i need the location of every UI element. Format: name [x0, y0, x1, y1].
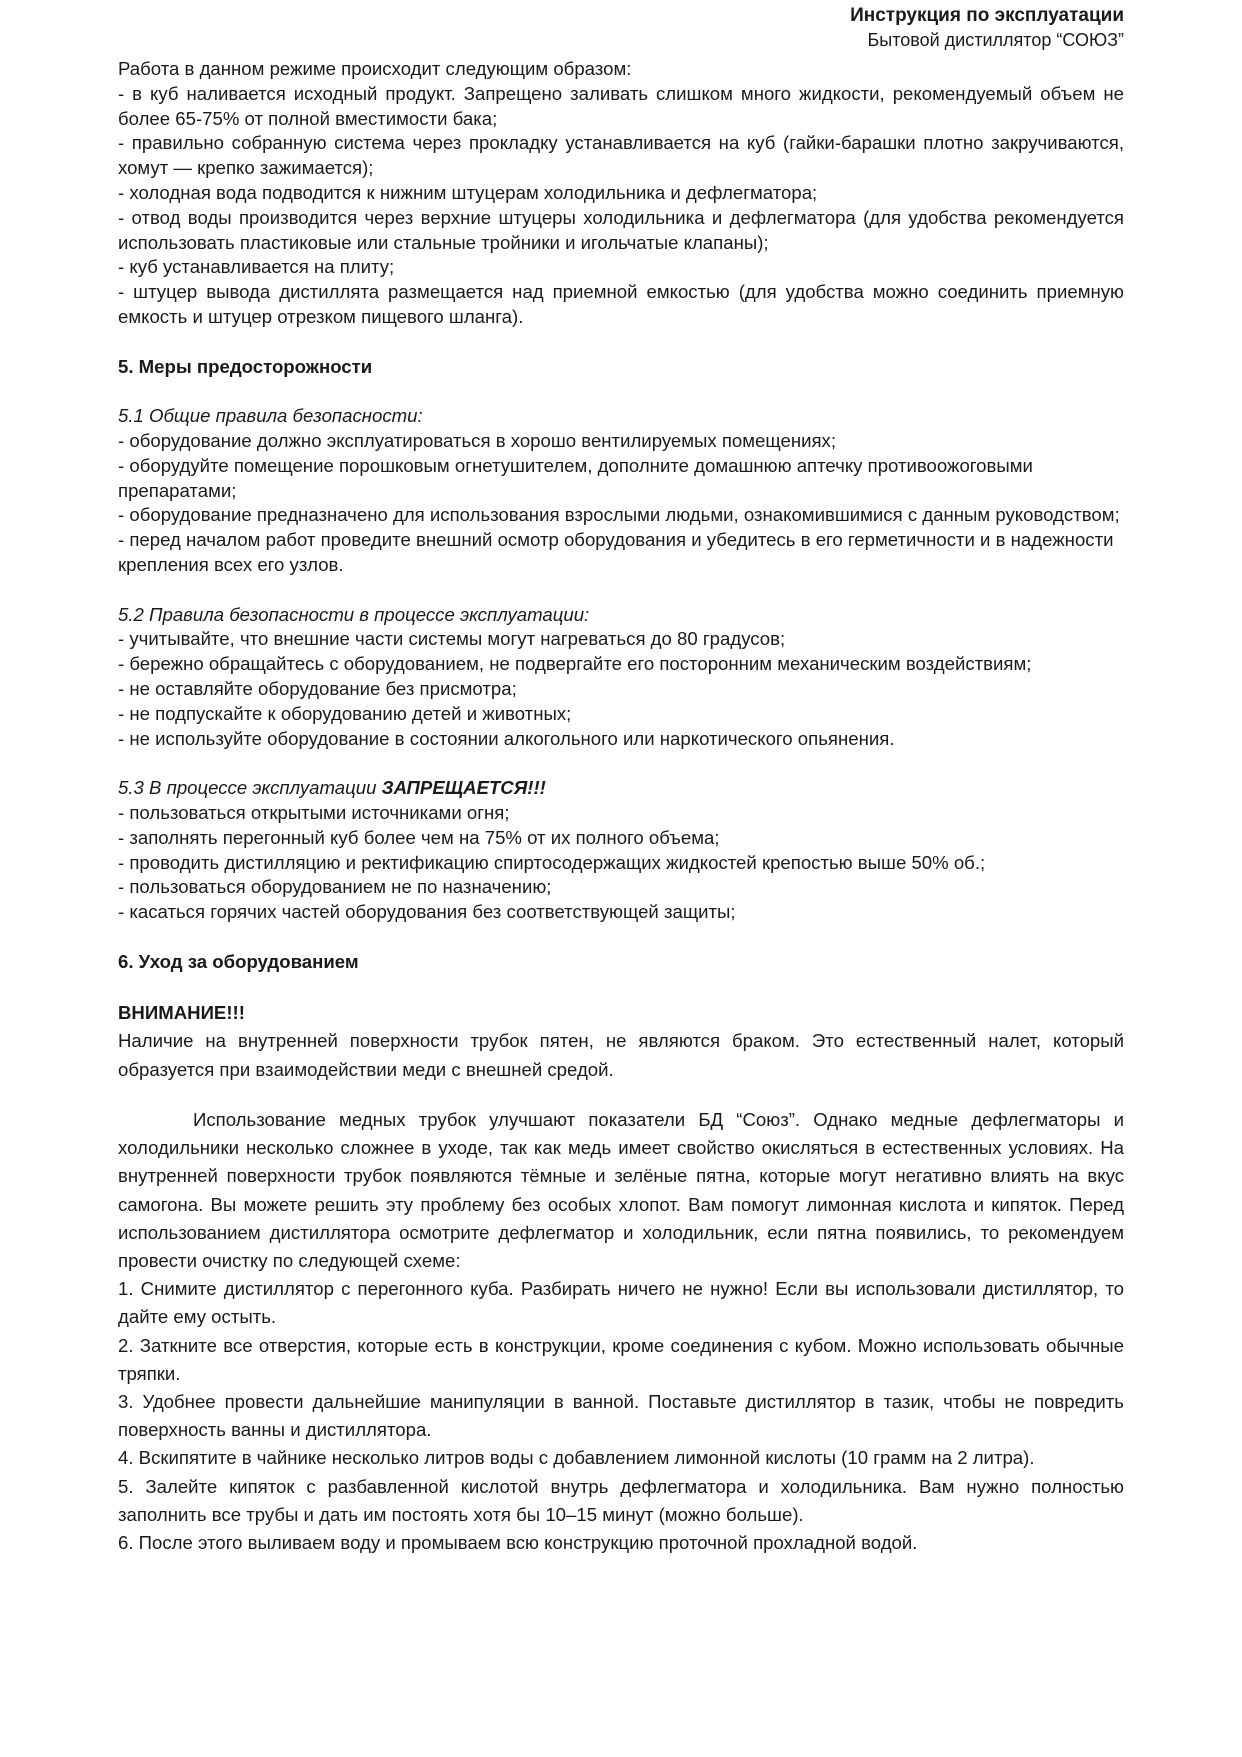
- section-5-heading: 5. Меры предосторожности: [118, 355, 373, 377]
- warning-heading: ВНИМАНИЕ!!!: [118, 1002, 245, 1024]
- section-5-3-heading-emphasis: ЗАПРЕЩАЕТСЯ!!!: [381, 777, 546, 799]
- section-5-1: [118, 404, 1124, 578]
- list-item: - правильно собранную система через прокладку устанавливается на куб (гайки-барашки плотно закручиваются, хомут — крепко зажимается);: [118, 132, 1124, 179]
- section-5-3-heading-prefix: 5.3 В процессе эксплуатации: [118, 777, 382, 799]
- section-5-2-heading: 5.2 Правила безопасности в процессе эксплуатации:: [118, 603, 590, 625]
- list-item: - касаться горячих частей оборудования без соответствующей защиты;: [118, 901, 736, 923]
- care-step: 1. Снимите дистиллятор с перегонного куба. Разбирать ничего не нужно! Если вы использовали дистиллятор, то дайте ему остыть.: [118, 1278, 1124, 1328]
- mode-block: [118, 57, 1124, 330]
- list-item: - заполнять перегонный куб более чем на 75% от их полного объема;: [118, 826, 720, 848]
- section-5-3-heading: [118, 776, 1124, 801]
- list-item: - оборудование предназначено для использования взрослыми людьми, ознакомившимися с данным руководством;: [118, 504, 1120, 526]
- care-paragraph: Использование медных трубок улучшают показатели БД “Союз”. Однако медные дефлегматоры и холодильники несколько сложнее в уходе, так как медь имеет свойство окисляться в естественных условиях. На внутренней поверхности трубок появляются тёмные и зелёные пятна, которые могут негативно влиять на вкус самогона. Вы можете решить эту проблему без особых хлопот. Вам помогут лимонная кислота и кипяток. Перед использованием дистиллятора осмотрите дефлегматор и холодильник, если пятна появились, то рекомендуем провести очистку по следующей схеме:: [118, 1108, 1124, 1271]
- mode-intro: Работа в данном режиме происходит следующим образом:: [118, 58, 632, 79]
- section-6-heading: 6. Уход за оборудованием: [118, 950, 359, 972]
- list-item: - бережно обращайтесь с оборудованием, не подвергайте его посторонним механическим воздействиям;: [118, 653, 1032, 675]
- list-item: - пользоваться открытыми источниками огня;: [118, 801, 510, 823]
- section-5-1-heading: 5.1 Общие правила безопасности:: [118, 405, 423, 427]
- care-step: 5. Залейте кипяток с разбавленной кислотой внутрь дефлегматора и холодильника. Вам нужно полностью заполнить все трубы и дать им постоять хотя бы 10–15 минут (можно больше).: [118, 1475, 1124, 1525]
- header-title: Инструкция по эксплуатации: [850, 5, 1124, 26]
- section-5-3: [118, 776, 1124, 925]
- document-body: [118, 57, 1124, 1557]
- section-6-body: [118, 999, 1124, 1557]
- list-item: - учитывайте, что внешние части системы могут нагреваться до 80 градусов;: [118, 628, 786, 650]
- list-item: - в куб наливается исходный продукт. Запрещено заливать слишком много жидкости, рекомендуемый объем не более 65-75% от полной вместимости бака;: [118, 82, 1124, 129]
- list-item: - не используйте оборудование в состоянии алкогольного или наркотического опьянения.: [118, 727, 895, 749]
- care-step: 6. После этого выливаем воду и промываем всю конструкцию проточной прохладной водой.: [118, 1531, 918, 1553]
- list-item: - штуцер вывода дистиллята размещается над приемной емкостью (для удобства можно соединить приемную емкость и штуцер отрезком пищевого шланга).: [118, 281, 1124, 327]
- header-subtitle: Бытовой дистиллятор “СОЮЗ”: [867, 30, 1124, 50]
- care-step: 4. Вскипятите в чайнике несколько литров воды с добавлением лимонной кислоты (10 грамм на 2 литра).: [118, 1447, 1035, 1469]
- list-item: - куб устанавливается на плиту;: [118, 256, 395, 278]
- care-step: 3. Удобнее провести дальнейшие манипуляции в ванной. Поставьте дистиллятор в тазик, чтобы не повредить поверхность ванны и дистиллятора.: [118, 1390, 1124, 1441]
- list-item: - оборудуйте помещение порошковым огнетушителем, дополните домашнюю аптечку противоожоговыми препаратами;: [118, 454, 1033, 501]
- warning-text: Наличие на внутренней поверхности трубок пятен, не являются браком. Это естественный налет, который образуется при взаимодействии меди с внешней средой.: [118, 1030, 1124, 1080]
- document-header: [850, 4, 1124, 52]
- list-item: - пользоваться оборудованием не по назначению;: [118, 876, 552, 898]
- list-item: - оборудование должно эксплуатироваться в хорошо вентилируемых помещениях;: [118, 429, 837, 451]
- list-item: - отвод воды производится через верхние штуцеры холодильника и дефлегматора (для удобства рекомендуется использовать пластиковые или стальные тройники и игольчатые клапаны);: [118, 206, 1124, 253]
- list-item: - перед началом работ проведите внешний осмотр оборудования и убедитесь в его герметичности и в надежности крепления всех его узлов.: [118, 529, 1114, 575]
- list-item: - не оставляйте оборудование без присмотра;: [118, 677, 517, 699]
- care-step: 2. Заткните все отверстия, которые есть в конструкции, кроме соединения с кубом. Можно использовать обычные тряпки.: [118, 1334, 1124, 1384]
- list-item: - холодная вода подводится к нижним штуцерам холодильника и дефлегматора;: [118, 181, 818, 203]
- list-item: - не подпускайте к оборудованию детей и животных;: [118, 702, 572, 724]
- list-item: - проводить дистилляцию и ректификацию спиртосодержащих жидкостей крепостью выше 50% об.;: [118, 851, 986, 873]
- section-5-2: [118, 603, 1124, 752]
